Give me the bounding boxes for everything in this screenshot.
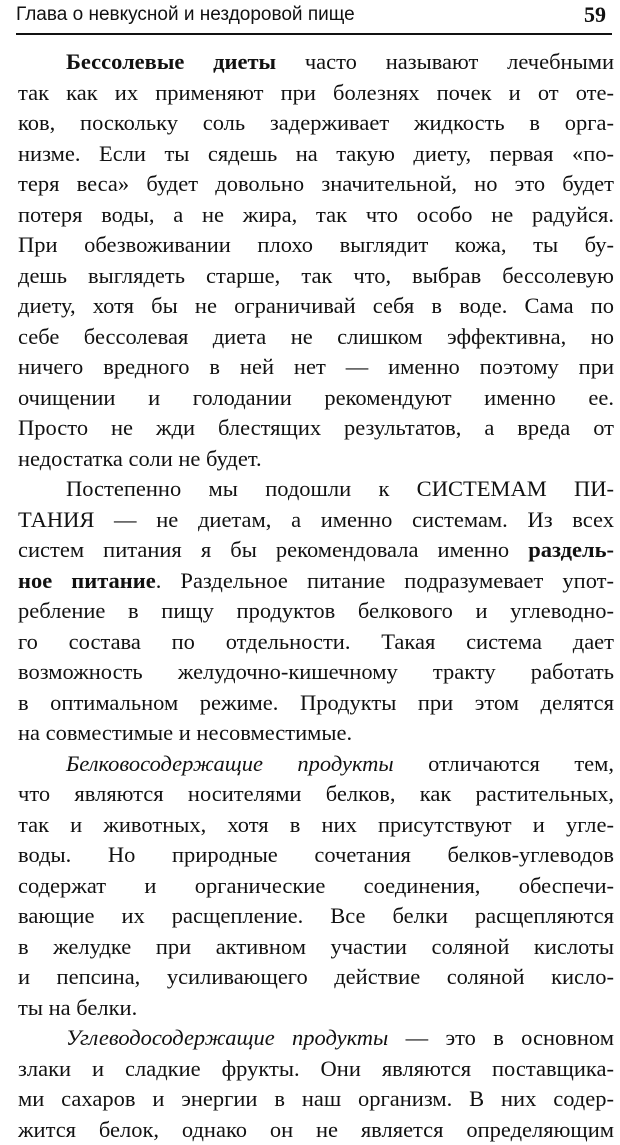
- text-run: себе бессолевая диета не слишком эффективна, но: [18, 324, 614, 349]
- text-line: [18, 901, 614, 932]
- bold-term: Бессолевые диеты: [66, 49, 276, 74]
- text-run: потеря воды, а не жира, так что особо не радуйся.: [18, 202, 614, 227]
- bold-term: раздель-: [528, 537, 614, 562]
- text-run: — это в основном: [388, 1025, 614, 1050]
- text-run: ТАНИЯ — не диетам, а именно системам. Из всех: [18, 507, 614, 532]
- text-line: [18, 78, 614, 109]
- text-line: [18, 810, 614, 841]
- text-run: ков, поскольку соль задерживает жидкость в орга-: [18, 110, 614, 135]
- body-text: [18, 47, 614, 1145]
- text-line: [18, 352, 614, 383]
- text-line: [18, 566, 614, 597]
- text-run: низме. Если ты сядешь на такую диету, первая «по-: [18, 141, 614, 166]
- text-run: часто называют лечебными: [276, 49, 614, 74]
- text-run: отличаются тем,: [394, 751, 614, 776]
- text-run: ребление в пищу продуктов белкового и углеводно-: [18, 598, 614, 623]
- text-line: [18, 627, 614, 658]
- text-line: [18, 1023, 614, 1054]
- text-line: [18, 657, 614, 688]
- text-run: Просто не жди блестящих результатов, а вреда от: [18, 415, 614, 440]
- text-run: содержат и органические соединения, обеспечи-: [18, 873, 614, 898]
- text-line: [18, 932, 614, 963]
- text-line: [18, 749, 614, 780]
- text-run: так и животных, хотя в них присутствуют и угле-: [18, 812, 614, 837]
- text-run: возможность желудочно-кишечному тракту работать: [18, 659, 614, 684]
- text-line: [18, 535, 614, 566]
- text-line: [18, 718, 614, 749]
- text-line: [18, 47, 614, 78]
- text-line: [18, 444, 614, 475]
- text-line: [18, 261, 614, 292]
- text-run: ничего вредного в ней нет — именно поэтому при: [18, 354, 614, 379]
- text-line: [18, 1115, 614, 1145]
- text-line: [18, 962, 614, 993]
- text-run: и пепсина, усиливающего действие соляной кисло-: [18, 964, 614, 989]
- text-line: [18, 779, 614, 810]
- text-run: теря веса» будет довольно значительной, но это будет: [18, 171, 614, 196]
- text-run: При обезвоживании плохо выглядит кожа, ты бу-: [18, 232, 614, 257]
- text-run: дешь выглядеть старше, так что, выбрав бессолевую: [18, 263, 614, 288]
- text-line: [18, 139, 614, 170]
- text-line: [18, 291, 614, 322]
- text-run: Постепенно мы подошли к СИСТЕМАМ ПИ-: [66, 476, 614, 501]
- text-run: очищении и голодании рекомендуют именно ее.: [18, 385, 614, 410]
- text-line: [18, 840, 614, 871]
- text-line: [18, 688, 614, 719]
- text-run: жится белок, однако он не является определяющим: [18, 1117, 614, 1142]
- italic-term: Углеводосодержащие продукты: [66, 1025, 388, 1050]
- text-run: вающие их расщепление. Все белки расщепляются: [18, 903, 614, 928]
- text-line: [18, 108, 614, 139]
- text-run: в желудке при активном участии соляной кислоты: [18, 934, 614, 959]
- text-run: в оптимальном режиме. Продукты при этом делятся: [18, 690, 614, 715]
- text-run: недостатка соли не будет.: [18, 446, 262, 471]
- text-line: [18, 1054, 614, 1085]
- text-line: [18, 993, 614, 1024]
- text-run: что являются носителями белков, как растительных,: [18, 781, 614, 806]
- text-line: [18, 413, 614, 444]
- italic-term: Белковосодержащие продукты: [66, 751, 394, 776]
- text-line: [18, 474, 614, 505]
- text-line: [18, 596, 614, 627]
- text-line: [18, 322, 614, 353]
- text-run: систем питания я бы рекомендовала именно: [18, 537, 528, 562]
- text-run: так как их применяют при болезнях почек и от оте-: [18, 80, 614, 105]
- bold-term: ное питание: [18, 568, 156, 593]
- text-run: ми сахаров и энергии в наш организм. В них содер-: [18, 1086, 614, 1111]
- text-line: [18, 505, 614, 536]
- text-run: на совместимые и несовместимые.: [18, 720, 352, 745]
- text-run: ты на белки.: [18, 995, 137, 1020]
- text-line: [18, 200, 614, 231]
- text-line: [18, 871, 614, 902]
- text-line: [18, 169, 614, 200]
- header-rule: [16, 33, 612, 35]
- text-run: го состава по отдельности. Такая система дает: [18, 629, 614, 654]
- running-head: [16, 4, 606, 32]
- running-title: Глава о невкусной и нездоровой пище: [16, 4, 355, 26]
- text-line: [18, 230, 614, 261]
- text-run: воды. Но природные сочетания белков-углеводов: [18, 842, 614, 867]
- text-line: [18, 383, 614, 414]
- text-line: [18, 1084, 614, 1115]
- text-run: злаки и сладкие фрукты. Они являются поставщика-: [18, 1056, 614, 1081]
- text-run: . Раздельное питание подразумевает упот-: [156, 568, 614, 593]
- page-number: 59: [584, 2, 606, 28]
- text-run: диету, хотя бы не ограничивай себя в воде. Сама по: [18, 293, 614, 318]
